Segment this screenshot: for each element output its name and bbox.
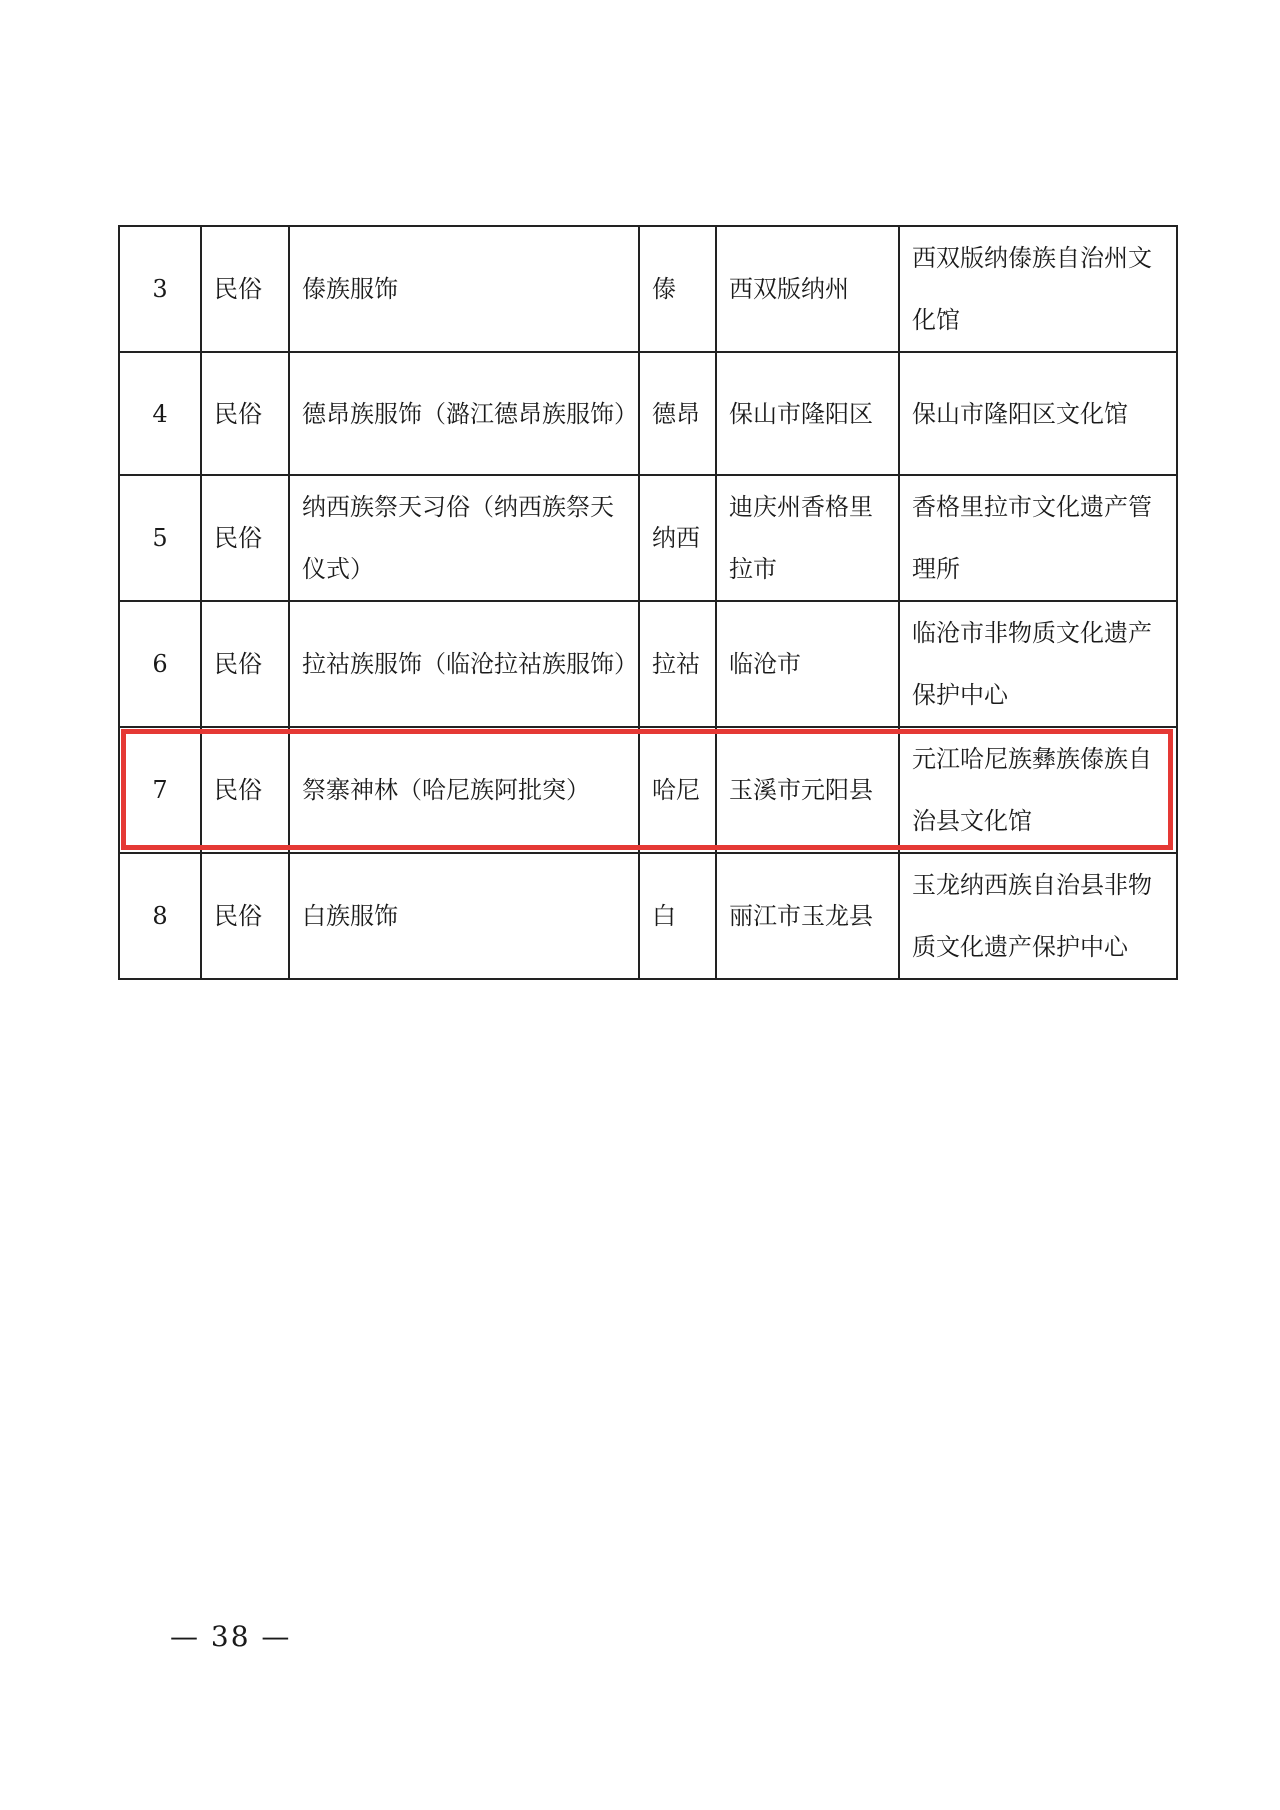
cell-project-name: 拉祜族服饰（临沧拉祜族服饰） — [289, 601, 639, 727]
cell-category: 民俗 — [201, 352, 289, 475]
cell-ethnicity: 白 — [639, 853, 716, 979]
table-row — [119, 601, 1177, 727]
cell-region: 临沧市 — [716, 601, 899, 727]
cell-protection-unit: 香格里拉市文化遗产管理所 — [899, 475, 1177, 601]
cell-ethnicity: 拉祜 — [639, 601, 716, 727]
cell-project-name: 白族服饰 — [289, 853, 639, 979]
cell-number: 6 — [119, 601, 201, 727]
cell-number: 3 — [119, 226, 201, 352]
cell-category: 民俗 — [201, 853, 289, 979]
cell-region: 玉溪市元阳县 — [716, 727, 899, 853]
cell-category: 民俗 — [201, 601, 289, 727]
heritage-table — [118, 225, 1178, 980]
cell-protection-unit: 玉龙纳西族自治县非物质文化遗产保护中心 — [899, 853, 1177, 979]
cell-ethnicity: 德昂 — [639, 352, 716, 475]
cell-number: 5 — [119, 475, 201, 601]
cell-project-name: 傣族服饰 — [289, 226, 639, 352]
cell-region: 丽江市玉龙县 — [716, 853, 899, 979]
cell-category: 民俗 — [201, 475, 289, 601]
cell-protection-unit: 西双版纳傣族自治州文化馆 — [899, 226, 1177, 352]
cell-category: 民俗 — [201, 226, 289, 352]
table-row-highlighted — [119, 727, 1177, 853]
cell-number: 8 — [119, 853, 201, 979]
cell-project-name: 祭寨神林（哈尼族阿批突） — [289, 727, 639, 853]
table-row — [119, 352, 1177, 475]
cell-ethnicity: 哈尼 — [639, 727, 716, 853]
cell-number: 4 — [119, 352, 201, 475]
cell-region: 保山市隆阳区 — [716, 352, 899, 475]
cell-region: 西双版纳州 — [716, 226, 899, 352]
cell-ethnicity: 傣 — [639, 226, 716, 352]
cell-protection-unit: 保山市隆阳区文化馆 — [899, 352, 1177, 475]
cell-project-name: 德昂族服饰（潞江德昂族服饰） — [289, 352, 639, 475]
cell-ethnicity: 纳西 — [639, 475, 716, 601]
cell-protection-unit: 元江哈尼族彝族傣族自治县文化馆 — [899, 727, 1177, 853]
cell-protection-unit: 临沧市非物质文化遗产保护中心 — [899, 601, 1177, 727]
table-row — [119, 226, 1177, 352]
cell-category: 民俗 — [201, 727, 289, 853]
cell-region: 迪庆州香格里拉市 — [716, 475, 899, 601]
cell-project-name: 纳西族祭天习俗（纳西族祭天仪式） — [289, 475, 639, 601]
cell-number: 7 — [119, 727, 201, 853]
page-number: — 38 — — [170, 1620, 292, 1653]
table-row — [119, 475, 1177, 601]
table-row — [119, 853, 1177, 979]
